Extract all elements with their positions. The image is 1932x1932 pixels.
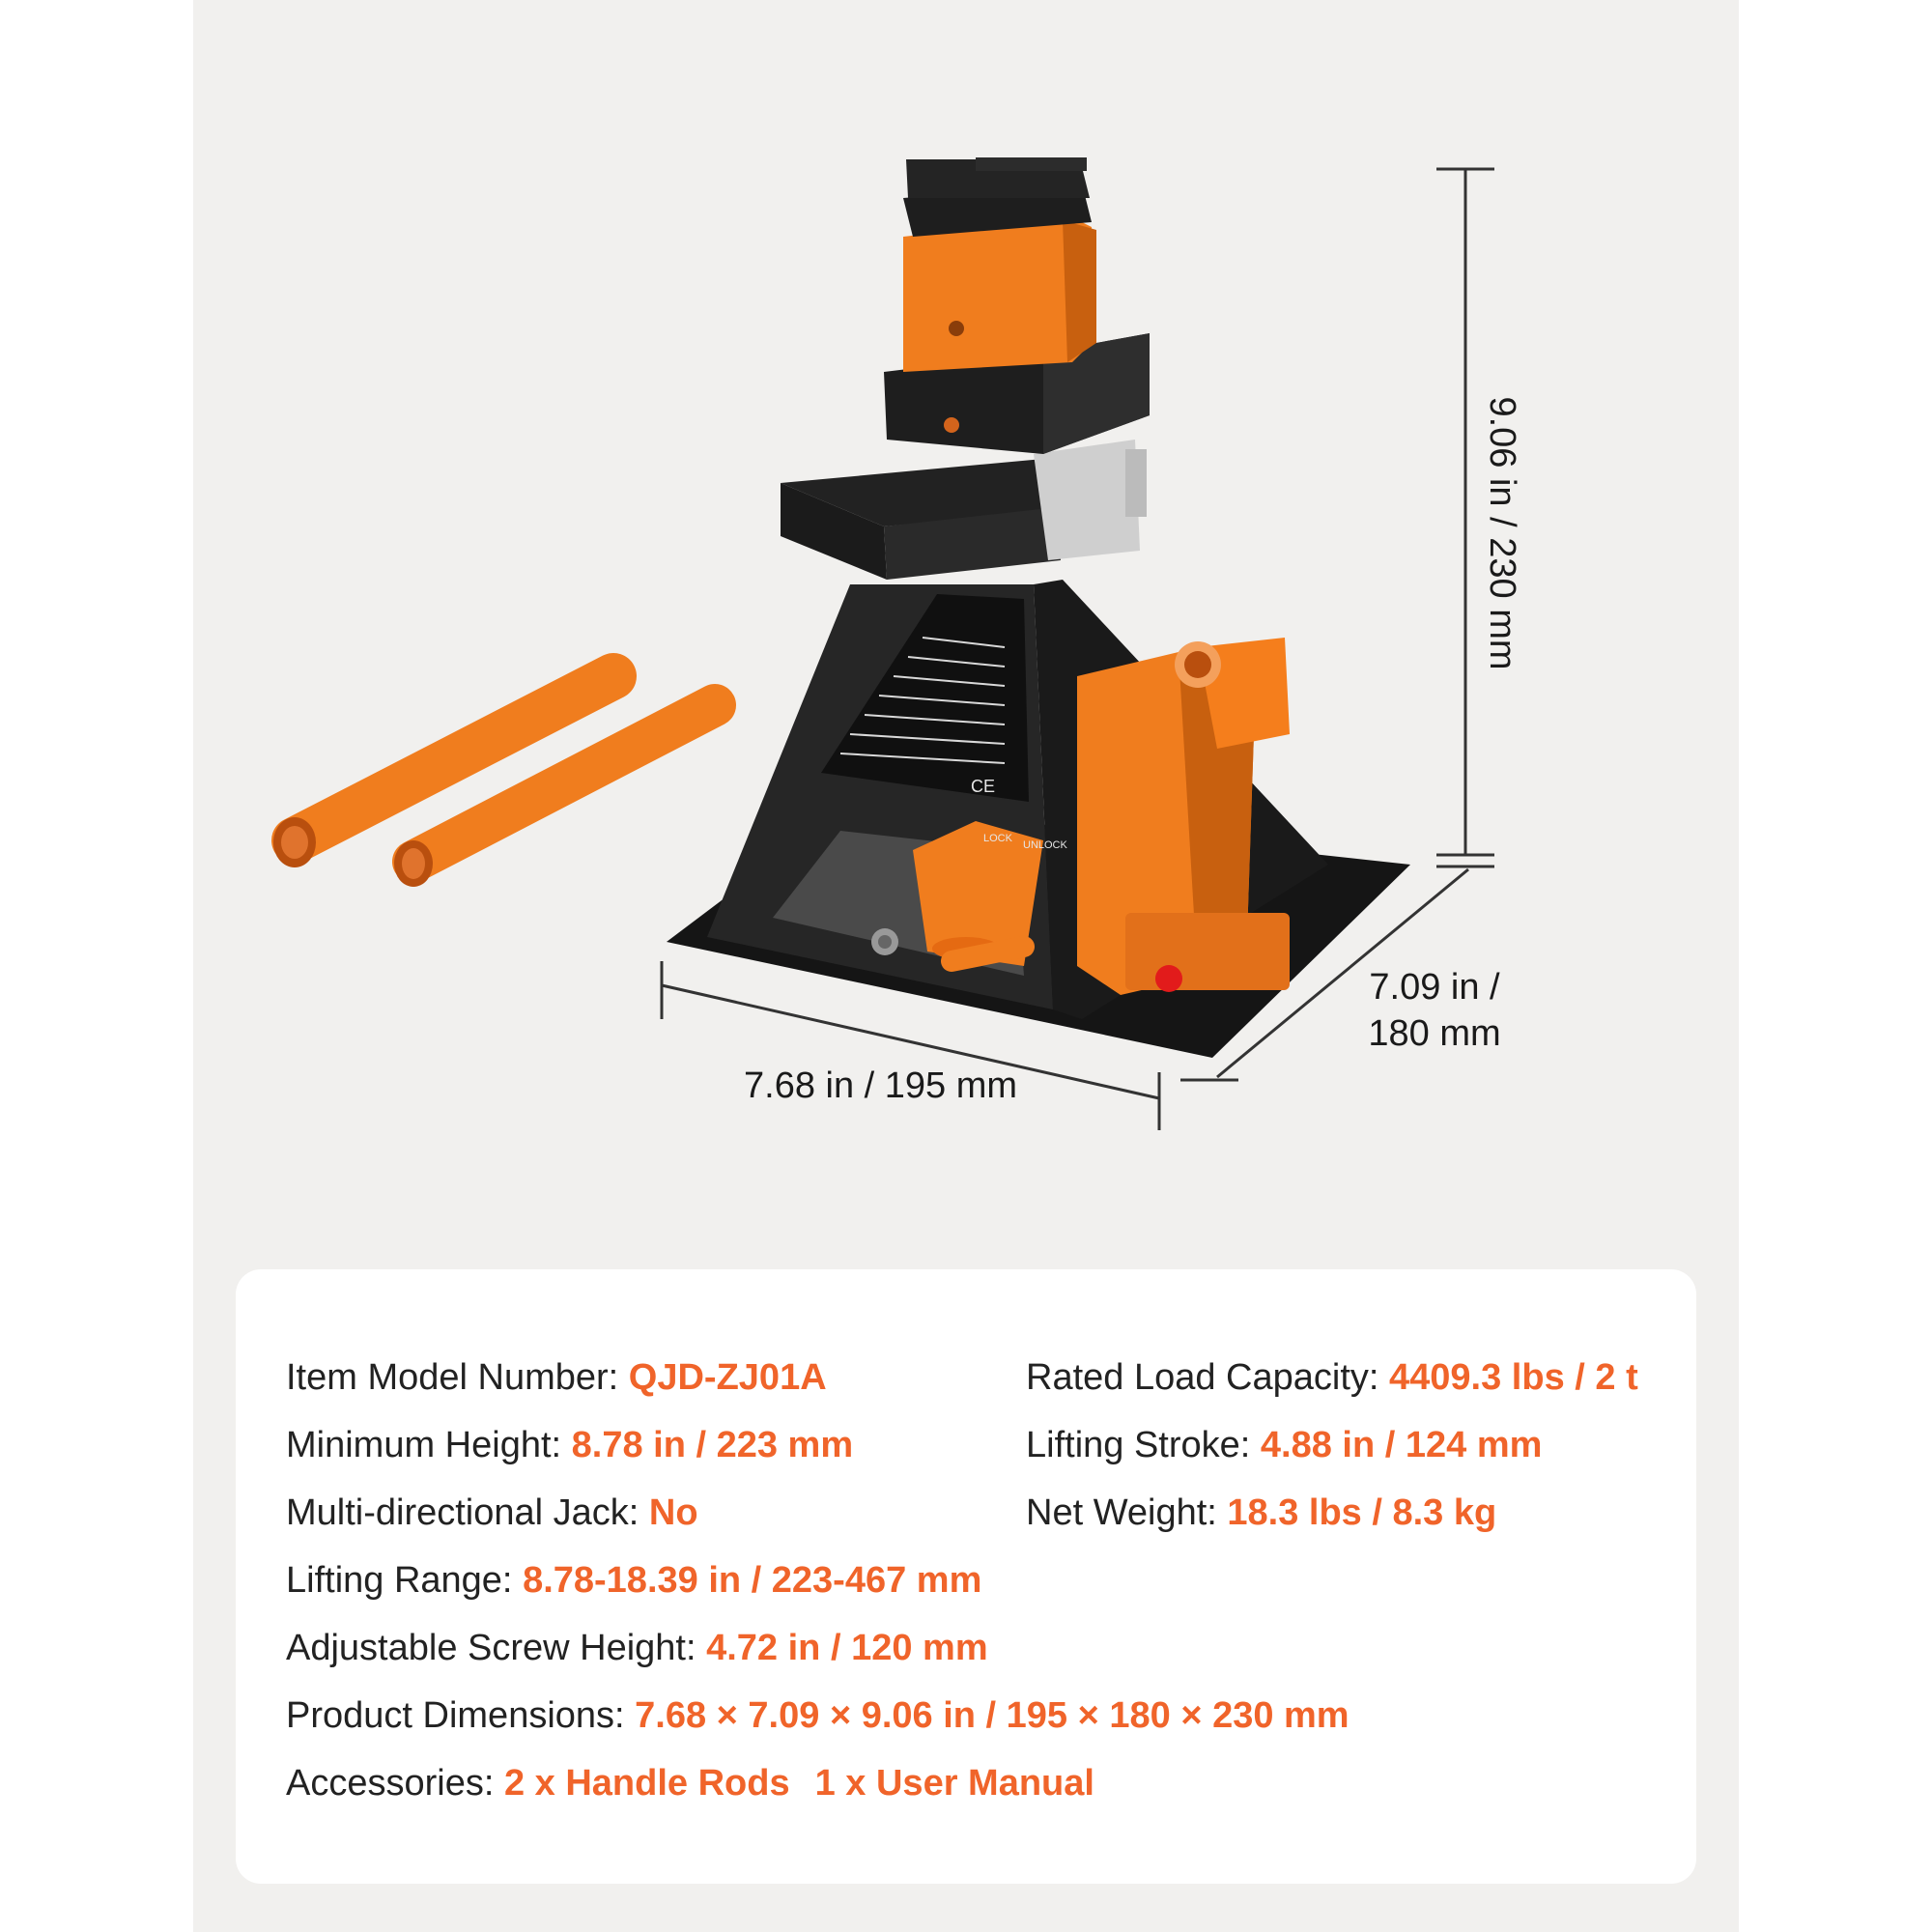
spec-label: Lifting Range:	[286, 1560, 524, 1601]
spec-value: 7.68 × 7.09 × 9.06 in / 195 × 180 × 230 mm	[635, 1695, 1350, 1736]
spec-multi-directional	[286, 1490, 698, 1536]
spec-value: 4409.3 lbs / 2 t	[1389, 1357, 1638, 1398]
spec-value: 4.88 in / 124 mm	[1260, 1425, 1543, 1465]
handle-rods	[273, 676, 715, 887]
spec-label: Adjustable Screw Height:	[286, 1628, 707, 1668]
spec-net-weight	[1026, 1490, 1496, 1536]
depth-dimension-line1: 7.09 in /	[1369, 967, 1500, 1008]
spec-value: 4.72 in / 120 mm	[706, 1628, 988, 1668]
spec-value: 8.78-18.39 in / 223-467 mm	[523, 1560, 982, 1601]
spec-value: 8.78 in / 223 mm	[571, 1425, 854, 1465]
spec-product-dimensions	[286, 1692, 1350, 1739]
spec-label: Lifting Stroke:	[1026, 1425, 1261, 1465]
height-dimension-label: 9.06 in / 230 mm	[1482, 396, 1522, 670]
spec-value: QJD-ZJ01A	[628, 1357, 827, 1398]
spec-value: 18.3 lbs / 8.3 kg	[1227, 1492, 1497, 1533]
spec-screw-height	[286, 1625, 988, 1671]
lock-text: LOCK	[983, 833, 1012, 844]
unlock-text: UNLOCK	[1023, 839, 1067, 851]
spec-label: Net Weight:	[1026, 1492, 1228, 1533]
ce-mark: CE	[971, 777, 996, 796]
spec-minimum-height	[286, 1422, 853, 1468]
spec-label: Minimum Height:	[286, 1425, 572, 1465]
spec-lifting-range	[286, 1557, 981, 1604]
spec-label: Item Model Number:	[286, 1357, 629, 1398]
depth-dimension-label	[1357, 964, 1512, 1057]
spec-model-number	[286, 1354, 827, 1401]
spec-label: Multi-directional Jack:	[286, 1492, 649, 1533]
width-dimension-label: 7.68 in / 195 mm	[744, 1065, 1018, 1106]
spec-accessories	[286, 1760, 1094, 1806]
spec-label: Product Dimensions:	[286, 1695, 636, 1736]
spec-value: 2 x Handle Rods	[503, 1763, 790, 1804]
spec-load-capacity	[1026, 1354, 1638, 1401]
spec-value: No	[648, 1492, 698, 1533]
spec-label: Rated Load Capacity:	[1026, 1357, 1390, 1398]
spec-label: Accessories:	[286, 1763, 504, 1804]
spec-value-secondary: 1 x User Manual	[814, 1763, 1094, 1804]
depth-dimension-line2: 180 mm	[1368, 1013, 1501, 1054]
spec-card	[236, 1269, 1696, 1884]
spec-lifting-stroke	[1026, 1422, 1542, 1468]
